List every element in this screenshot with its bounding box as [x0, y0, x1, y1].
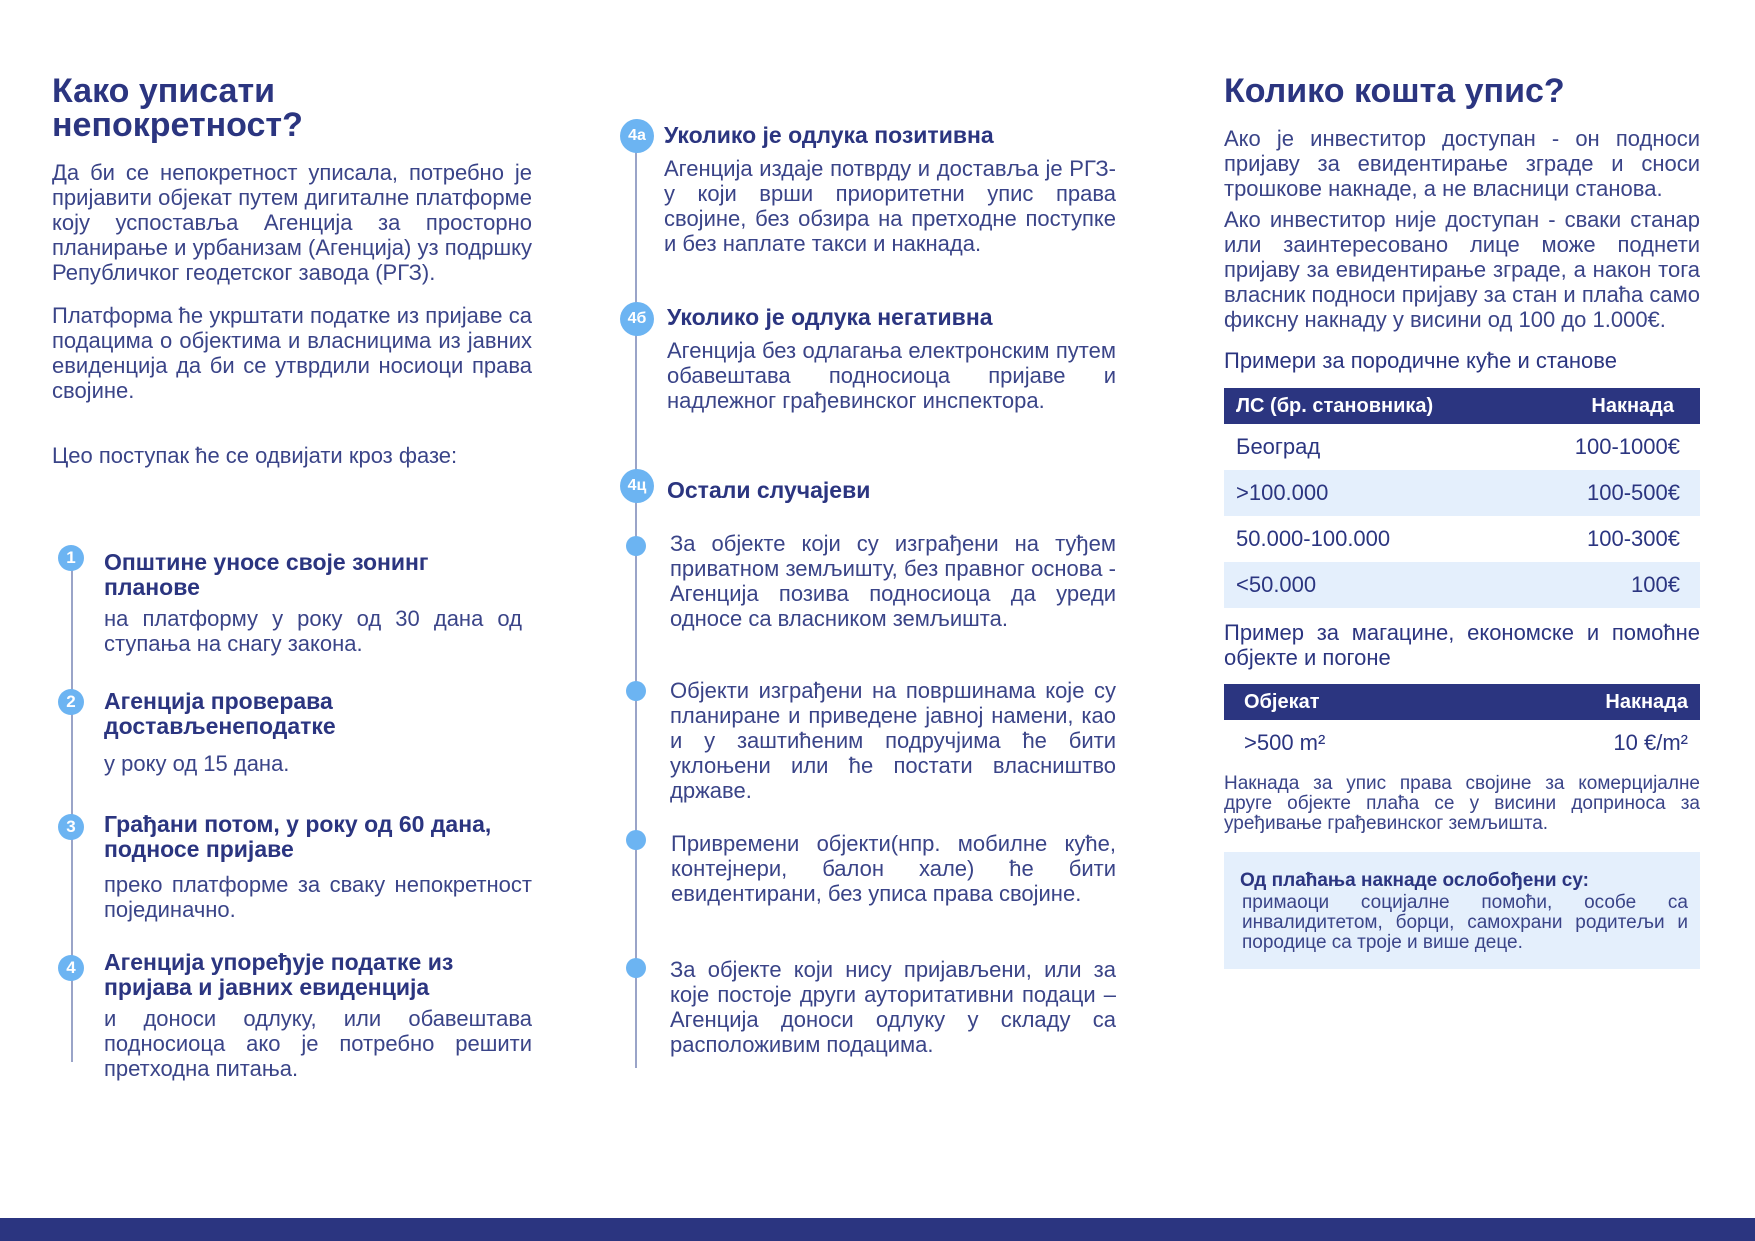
table-row	[1224, 424, 1700, 470]
table-cell: 100-300€	[1587, 526, 1680, 551]
step-4c-title: Остали случајеви	[667, 477, 871, 503]
step-4-badge: 4	[58, 955, 84, 981]
footer-bar	[0, 1218, 1755, 1241]
step-1	[104, 550, 532, 656]
step-4b-badge: 4б	[620, 302, 654, 336]
step-4a-text: Агенција издаје потврду и доставља је РГЗ-у који врши приоритетни упис права својине, без обзира на претходне поступке и без наплате такси и накнада.	[664, 156, 1116, 256]
step-4b-title: Уколико је одлука негативна	[667, 304, 993, 330]
table-cell: Београд	[1236, 434, 1321, 459]
fee-table-commercial	[1224, 684, 1700, 766]
table-cell: 100€	[1518, 562, 1700, 608]
intro-paragraph-2: Платформа ће укрштати податке из пријаве са подацима о објектима и власницима из јавних евиденција да би се утврдили носиоци права својине.	[52, 303, 532, 403]
table-row	[1224, 470, 1700, 516]
step-3-badge: 3	[58, 814, 84, 840]
table-row	[1224, 720, 1700, 766]
table-cell: >500 m²	[1244, 730, 1326, 755]
cost-paragraph-1: Ако је инвеститор доступан - он подноси пријаву за евидентирање зграде и сноси трошкове накнаде, а не власници станова.	[1224, 126, 1700, 201]
table-cell: >100.000	[1224, 470, 1518, 516]
exemptions-text: примаоци социјалне помоћи, особе са инвалидитетом, борци, самохрани родитељи и породице са троје и више деце.	[1242, 892, 1688, 953]
cost-paragraph-2: Ако инвеститор није доступан - сваки станар или заинтересовано лице може поднети пријаву за евидентирање зграде, а након тога власник подноси пријаву за стан и плаћа само фиксну накнаду у висини од 100 до 1.000€.	[1224, 207, 1700, 332]
left-title-line2: непокретност?	[52, 106, 303, 144]
step-4-title: Агенција упоређује податке из пријава и јавних евиденција	[104, 949, 454, 1000]
fee-col-object: Објекат	[1224, 684, 1469, 720]
step-3-text: преко платформе за сваку непокретност појединачно.	[104, 872, 532, 922]
fee-table-header	[1224, 388, 1700, 424]
case-2-text: Објекти изграђени на површинама које су планиране и приведене јавној намени, као и у заштићеним подручјима ће бити уклоњени или ће постати власништво државе.	[670, 678, 1116, 803]
fee-col-municipality: ЛС (бр. становника)	[1224, 388, 1518, 424]
table-cell: 100-1000€	[1574, 434, 1680, 459]
case-3-dot	[626, 830, 646, 850]
step-1-text: на платформу у року од 30 дана од ступања на снагу закона.	[104, 606, 522, 656]
table-cell: 50.000-100.000	[1236, 526, 1391, 551]
commercial-fee-note: Накнада за упис права својине за комерцијалне друге објекте плаћа се у висини доприноса за уређивање грађевинског земљишта.	[1224, 773, 1700, 834]
step-4c-badge: 4ц	[620, 469, 654, 503]
table-cell: 10 €/m²	[1613, 730, 1688, 755]
left-title	[52, 74, 532, 142]
step-4a-badge: 4а	[620, 119, 654, 153]
case-3-text: Привремени објекти(нпр. мобилне куће, контејнери, балон хале) ће бити евидентирани, без уписа права својине.	[671, 831, 1116, 906]
table1-heading: Примери за породичне куће и станове	[1224, 348, 1617, 373]
exemptions-title: Од плаћања накнаде ослобођени су:	[1240, 870, 1590, 891]
step-2-text: у року од 15 дана.	[104, 751, 290, 776]
table-row	[1224, 562, 1700, 608]
right-column	[1224, 74, 1700, 969]
step-1-badge: 1	[58, 545, 84, 571]
right-title: Колико кошта упис?	[1224, 72, 1565, 110]
left-column	[52, 74, 532, 468]
left-title-line1: Како уписати	[52, 72, 275, 110]
fee-col-amount: Накнада	[1518, 388, 1700, 424]
case-1-dot	[626, 536, 646, 556]
case-1-text: За објекте који су изграђени на туђем приватном земљишту, без правног основа - Агенција позива подносиоца да уреди односе са власником земљишта.	[670, 531, 1116, 631]
case-2-dot	[626, 681, 646, 701]
step-4c	[667, 478, 1116, 503]
table-cell: <50.000	[1224, 562, 1518, 608]
step-4-text: и доноси одлуку, или обавештава подносиоца ако је потребно решити претходна питања.	[104, 1006, 532, 1081]
case-4-dot	[626, 958, 646, 978]
step-1-title: Општине уносе своје зонинг планове	[104, 549, 429, 600]
phases-intro: Цео поступак ће се одвијати кроз фазе:	[52, 443, 458, 468]
step-4	[104, 950, 532, 1081]
table2-heading: Пример за магацине, економске и помоћне објекте и погоне	[1224, 620, 1700, 670]
case-4-text: За објекте који нису пријављени, или за које постоје други ауторитативни подаци – Агенција доноси одлуку у складу са расположивим подацима.	[670, 957, 1116, 1057]
table-cell: 100-500€	[1518, 470, 1700, 516]
step-4a-title: Уколико је одлука позитивна	[664, 122, 994, 148]
intro-paragraph-1: Да би се непокретност уписала, потребно је пријавити објекат путем дигиталне платформе коју успоставља Агенција за просторно планирање и урбанизам (Агенција) уз подршку Републичког геодетског завода (РГЗ).	[52, 160, 532, 285]
step-3	[104, 812, 532, 922]
table-row	[1224, 516, 1700, 562]
fee-table-header	[1224, 684, 1700, 720]
fee-col-amount: Накнада	[1469, 684, 1700, 720]
step-2-title: Агенција проверава достављенеподатке	[104, 688, 336, 739]
middle-timeline-line	[635, 150, 637, 1068]
left-timeline-line	[71, 556, 73, 1062]
step-4b-text: Агенција без одлагања електронским путем обавештава подносиоца пријаве и надлежног грађевинског инспектора.	[667, 338, 1116, 413]
exemptions-box	[1224, 852, 1700, 969]
step-3-title: Грађани потом, у року од 60 дана, подносе пријаве	[104, 811, 492, 862]
step-2	[104, 689, 532, 776]
step-4a	[664, 123, 1116, 256]
step-4b	[667, 305, 1116, 413]
fee-table-residential	[1224, 388, 1700, 608]
step-2-badge: 2	[58, 689, 84, 715]
